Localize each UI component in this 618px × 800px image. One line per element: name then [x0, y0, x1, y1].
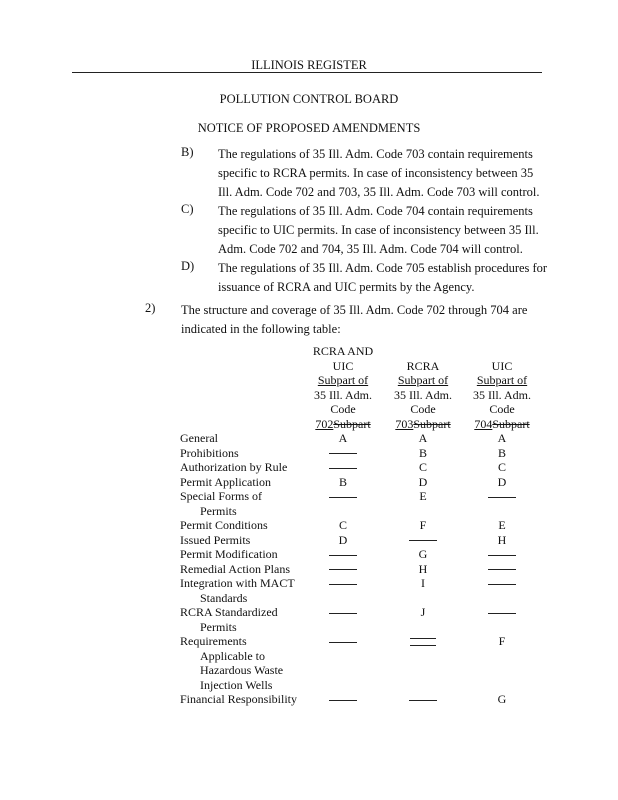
column-header-struck-subpart: Subpart	[333, 416, 371, 431]
column-header-adm: 35 Ill. Adm.	[313, 387, 372, 402]
para-c-label: C)	[181, 202, 194, 216]
cell-value	[303, 562, 383, 577]
column-header-code-number: 704	[474, 416, 493, 431]
dash-mark	[488, 569, 516, 570]
cell-value	[463, 489, 541, 518]
column-header-code: Code	[489, 402, 515, 416]
row-label	[180, 533, 303, 548]
dash-mark	[329, 569, 357, 570]
cell-value: D	[497, 474, 507, 489]
column-header-text: UIC	[332, 358, 354, 373]
para-d-label: D)	[181, 259, 195, 273]
row-label-continuation: Standards	[200, 590, 248, 605]
cell-value: H	[418, 561, 428, 576]
cell-value: A	[497, 431, 507, 445]
row-label-continuation: Applicable to	[200, 648, 265, 663]
row-label-text: Permit Conditions	[180, 518, 268, 532]
cell-value: B	[338, 474, 347, 489]
column-header-subpart-of: Subpart of	[476, 373, 528, 387]
table-row	[180, 475, 541, 490]
cell-value: E	[419, 489, 427, 503]
table-row	[180, 460, 541, 475]
cell-value: B	[497, 445, 506, 460]
cell-value	[383, 692, 463, 707]
table-row	[180, 605, 541, 634]
cell-value: G	[497, 692, 507, 706]
column-header-struck-subpart: Subpart	[492, 416, 530, 431]
cell-value: D	[338, 532, 348, 547]
dash-mark	[329, 497, 357, 498]
table-row	[180, 562, 541, 577]
cell-value	[303, 605, 383, 634]
cell-value	[303, 576, 383, 605]
dash-mark	[488, 613, 516, 614]
row-label	[180, 489, 303, 518]
header-rule	[72, 72, 542, 73]
para-d-text: The regulations of 35 Ill. Adm. Code 705 establish procedures for issuance of RCRA and UIC permits by the Agency.	[218, 261, 548, 294]
table-row	[180, 547, 541, 562]
column-header-subpart-of: Subpart of	[317, 373, 369, 387]
column-header-number	[463, 417, 541, 432]
board-title: POLLUTION CONTROL BOARD	[219, 92, 399, 106]
cell-value	[463, 605, 541, 634]
column-header-subpart-of: Subpart of	[397, 373, 449, 387]
column-header-code: Code	[410, 402, 436, 416]
column-header-adm: 35 Ill. Adm.	[393, 387, 452, 402]
table-row	[180, 634, 541, 692]
coverage-table	[180, 344, 541, 707]
row-label	[180, 475, 303, 490]
cell-value: C	[338, 518, 347, 532]
cell-value: B	[418, 445, 427, 460]
dash-mark	[329, 613, 357, 614]
para-b-label: B)	[181, 145, 194, 159]
dash-mark	[488, 497, 516, 498]
row-label-text: Financial Responsibility	[180, 692, 297, 706]
table-row	[180, 692, 541, 707]
column-header-2	[383, 344, 463, 431]
row-label	[180, 576, 303, 605]
cell-value: J	[420, 605, 426, 619]
dash-mark	[329, 453, 357, 454]
row-label-text: Permit Application	[180, 474, 271, 489]
dash-mark	[329, 642, 357, 643]
dash-mark	[329, 555, 357, 556]
register-title: ILLINOIS REGISTER	[251, 58, 367, 72]
cell-value	[383, 634, 463, 692]
table-row	[180, 431, 541, 446]
cell-value: H	[497, 532, 507, 547]
row-label	[180, 605, 303, 634]
cell-value	[383, 533, 463, 548]
row-label-continuation: Hazardous Waste	[200, 663, 284, 677]
row-label-continuation: Permits	[200, 503, 237, 518]
cell-value: C	[497, 460, 506, 474]
dash-mark	[329, 700, 357, 701]
notice-title: NOTICE OF PROPOSED AMENDMENTS	[197, 121, 421, 135]
column-header-1	[303, 344, 383, 431]
row-label-continuation: Permits	[200, 619, 237, 634]
table-row	[180, 576, 541, 605]
para-c-text: The regulations of 35 Ill. Adm. Code 704 contain requirements specific to UIC permits. In case of inconsistency between 35 Ill. Adm. Code 702 and 704, 35 Ill. Adm. Code 704 will control.	[218, 204, 539, 256]
header-spacer	[180, 344, 303, 431]
cell-value: C	[418, 460, 427, 474]
dash-mark	[329, 468, 357, 469]
cell-value	[303, 460, 383, 475]
dash-mark	[409, 700, 437, 701]
cell-value: A	[338, 431, 348, 445]
row-label	[180, 446, 303, 461]
column-header-text	[383, 344, 463, 359]
row-label-continuation: Injection Wells	[200, 677, 273, 692]
cell-value	[463, 547, 541, 562]
row-label	[180, 692, 303, 707]
row-label-text: Issued Permits	[180, 532, 251, 547]
row-label	[180, 431, 303, 446]
cell-value	[463, 576, 541, 605]
column-header-code: Code	[330, 402, 356, 416]
para-b-text: The regulations of 35 Ill. Adm. Code 703 contain requirements specific to RCRA permits. In case of inconsistency between 35 Ill. Adm. Code 702 and 703, 35 Ill. Adm. Code 703 will control.	[218, 147, 540, 199]
table-header-row	[180, 344, 541, 431]
column-header-number	[303, 417, 383, 432]
row-label-text: Prohibitions	[180, 445, 239, 460]
row-label-text: General	[180, 431, 218, 445]
section2-label: 2)	[145, 301, 156, 315]
cell-value	[463, 562, 541, 577]
table-row	[180, 489, 541, 518]
cell-value: A	[418, 431, 428, 445]
row-label-text: Remedial Action Plans	[180, 561, 290, 576]
row-label-text: RCRA Standardized	[180, 605, 278, 619]
dash-mark	[409, 540, 437, 541]
cell-value: I	[421, 576, 425, 590]
column-header-text: RCRA AND	[312, 344, 374, 358]
row-label-text: Authorization by Rule	[180, 460, 288, 474]
cell-value: G	[418, 547, 428, 561]
cell-value: E	[498, 518, 506, 532]
column-header-text: UIC	[491, 358, 513, 373]
cell-value	[303, 692, 383, 707]
column-header-3	[463, 344, 541, 431]
cell-value	[303, 489, 383, 518]
table-row	[180, 518, 541, 533]
row-label	[180, 547, 303, 562]
row-label-text: Integration with MACT	[180, 576, 295, 590]
column-header-code-number: 702	[315, 416, 334, 431]
cell-value: F	[498, 634, 506, 648]
table-row	[180, 533, 541, 548]
row-label	[180, 634, 303, 692]
column-header-number	[383, 417, 463, 432]
column-header-code-number: 703	[395, 416, 414, 431]
table-row	[180, 446, 541, 461]
cell-value	[303, 634, 383, 692]
cell-value: F	[419, 518, 427, 532]
row-label	[180, 518, 303, 533]
cell-value	[303, 446, 383, 461]
row-label-text: Special Forms of	[180, 489, 262, 503]
cell-value: D	[418, 474, 428, 489]
row-label	[180, 562, 303, 577]
column-header-adm: 35 Ill. Adm.	[472, 387, 531, 402]
row-label-text: Permit Modification	[180, 547, 278, 561]
dash-mark	[410, 638, 436, 646]
column-header-text: RCRA	[406, 358, 440, 373]
column-header-struck-subpart: Subpart	[413, 416, 451, 431]
dash-mark	[329, 584, 357, 585]
row-label-text: Requirements	[180, 634, 247, 648]
dash-mark	[488, 584, 516, 585]
cell-value	[303, 547, 383, 562]
column-header-text	[463, 344, 541, 359]
dash-mark	[488, 555, 516, 556]
row-label	[180, 460, 303, 475]
section2-text: The structure and coverage of 35 Ill. Adm. Code 702 through 704 are indicated in the following table:	[181, 303, 528, 336]
